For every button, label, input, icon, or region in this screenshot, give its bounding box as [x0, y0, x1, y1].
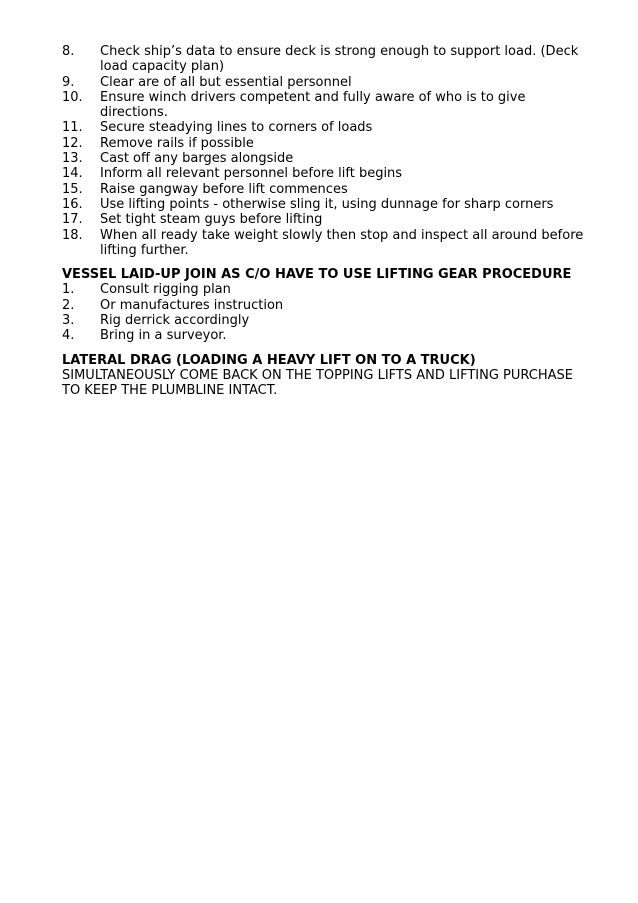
list-item — [62, 298, 592, 313]
procedure-list — [62, 282, 592, 343]
lateral-drag-paragraph: SIMULTANEOUSLY COME BACK ON THE TOPPING LIFTS AND LIFTING PURCHASE TO KEEP THE PLUMBLINE INTACT. — [62, 367, 573, 399]
item-number: 15. — [62, 181, 83, 197]
item-number: 11. — [62, 120, 83, 136]
item-number: 14. — [62, 166, 83, 182]
item-text: Ensure winch drivers competent and fully aware of who is to give directions. — [100, 89, 526, 121]
item-text: Check ship’s data to ensure deck is strong enough to support load. (Deck load capacity plan) — [100, 44, 579, 75]
item-number: 3. — [62, 313, 75, 329]
list-item — [62, 212, 592, 227]
item-text: Use lifting points - otherwise sling it, using dunnage for sharp corners — [100, 196, 554, 212]
item-number: 17. — [62, 212, 83, 228]
section-heading-lateral-drag: LATERAL DRAG (LOADING A HEAVY LIFT ON TO A TRUCK) — [62, 352, 476, 368]
item-text: Secure steadying lines to corners of loads — [100, 120, 373, 136]
item-number: 12. — [62, 135, 83, 151]
item-text: Consult rigging plan — [100, 282, 231, 298]
list-item — [62, 328, 592, 343]
list-item — [62, 197, 592, 212]
item-number: 10. — [62, 89, 83, 105]
section-heading-laid-up: VESSEL LAID-UP JOIN AS C/O HAVE TO USE LIFTING GEAR PROCEDURE — [62, 267, 572, 283]
item-text: Remove rails if possible — [100, 135, 254, 151]
list-item — [62, 182, 592, 197]
list-item — [62, 75, 592, 90]
item-number: 4. — [62, 328, 75, 344]
document-page — [62, 44, 592, 399]
item-number: 1. — [62, 282, 75, 298]
item-text: Set tight steam guys before lifting — [100, 212, 323, 228]
list-item — [62, 313, 592, 328]
item-text: Or manufactures instruction — [100, 297, 284, 313]
item-number: 13. — [62, 151, 83, 167]
item-text: Cast off any barges alongside — [100, 151, 294, 167]
list-item — [62, 151, 592, 166]
list-item — [62, 228, 592, 259]
item-text: Clear are of all but essential personnel — [100, 74, 352, 90]
list-item — [62, 136, 592, 151]
list-item — [62, 282, 592, 297]
item-text: When all ready take weight slowly then stop and inspect all around before lifting further. — [100, 227, 584, 258]
item-text: Inform all relevant personnel before lift begins — [100, 166, 403, 182]
item-number: 18. — [62, 227, 83, 243]
list-item — [62, 90, 592, 121]
list-item — [62, 166, 592, 181]
item-number: 16. — [62, 196, 83, 212]
list-item — [62, 120, 592, 135]
item-number: 9. — [62, 74, 75, 90]
item-number: 2. — [62, 297, 75, 313]
list-item — [62, 44, 592, 75]
item-text: Rig derrick accordingly — [100, 313, 250, 329]
item-text: Bring in a surveyor. — [100, 328, 227, 344]
item-text: Raise gangway before lift commences — [100, 181, 348, 197]
item-number: 8. — [62, 44, 75, 59]
precautions-list — [62, 44, 592, 258]
